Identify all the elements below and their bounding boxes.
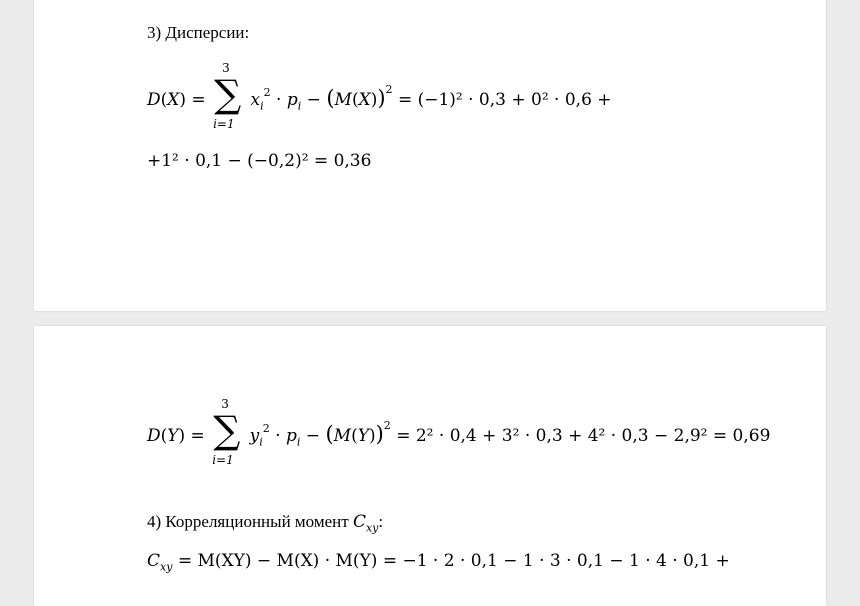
cxy-symbol: $C_{xy}$ [352, 512, 379, 535]
sum-symbol: 3 ∑ i=1 [213, 60, 242, 131]
section-heading-correlation-moment: 4) Корреляционный момент $C_{xy}$: [147, 512, 384, 535]
document-page-2 [34, 326, 826, 606]
formula-dx-continuation: +1² · 0,1 − (−0,2)² = 0,36 [147, 151, 372, 171]
sum-symbol: 3 ∑ i=1 [212, 396, 241, 467]
formula-dy: D(Y) = 3 ∑ i=1 $y_i^2 \cdot p_i - (M(Y))^2 = 2^2 \cdot 0,4 + 3^2 \cdot 0,3 + 4^2 \cdot 0,3 - 2,9^2 = 0,69$ [147, 396, 771, 467]
document-page-1 [34, 0, 826, 311]
formula-dx: D(X) = 3 ∑ i=1 $x_i^2 \cdot p_i - (M(X))^2 = (-1)^2 \cdot 0,3 + 0^2 \cdot 0,6$ + [147, 60, 612, 131]
formula-cxy: $C_{xy} = M(XY) - M(X) \cdot M(Y) = -1 \cdot 2 \cdot 0,1 - 1 \cdot 3 \cdot 0,1 - 1 \cdot 4 \cdot 0,1$ + [147, 551, 730, 574]
section-heading-dispersions: 3) Дисперсии: [147, 23, 250, 42]
